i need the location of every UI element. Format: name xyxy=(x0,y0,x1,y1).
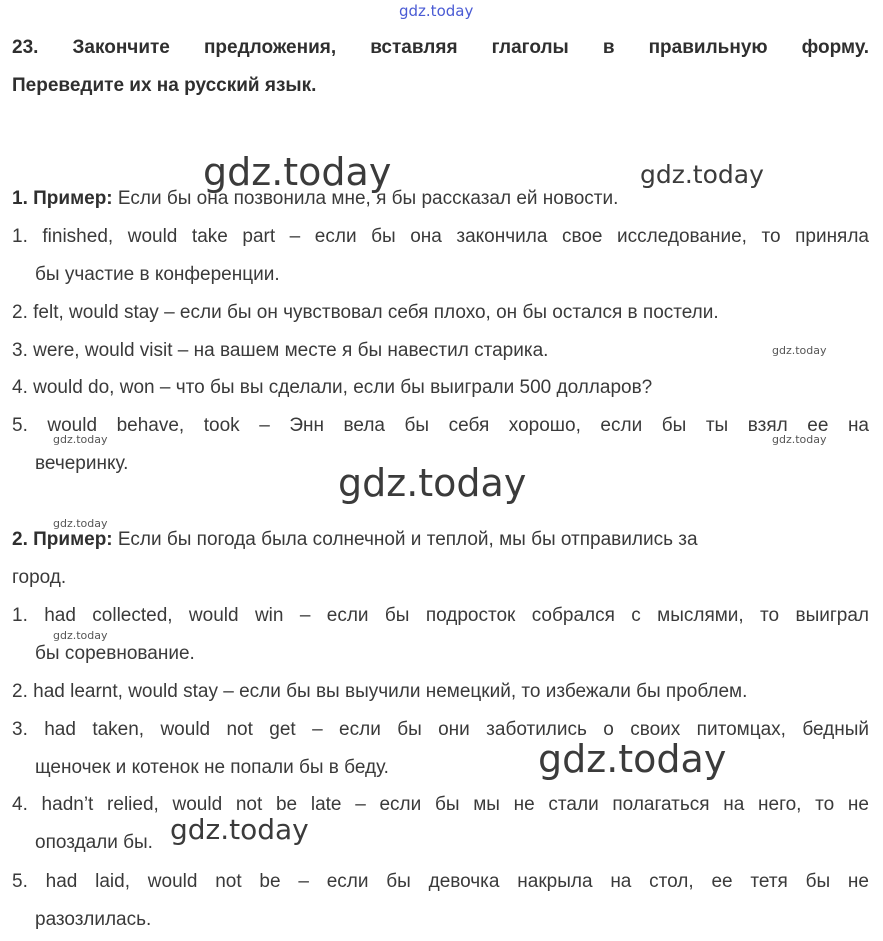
list-item: 4. would do, won – что бы вы сделали, если бы выиграли 500 долларов? xyxy=(12,377,653,398)
watermark: gdz.today xyxy=(53,433,108,446)
list-item: 5. would behave, took – Энн вела бы себя хорошо, если бы ты взял ее на xyxy=(12,415,869,436)
watermark: gdz.today xyxy=(772,433,827,446)
watermark: gdz.today xyxy=(338,461,527,505)
part1-label: 1. Пример: xyxy=(12,188,113,209)
watermark: gdz.today xyxy=(53,629,108,642)
list-item: 3. had taken, would not get – если бы они заботились о своих питомцах, бедный xyxy=(12,719,869,740)
list-item: 4. hadn’t relied, would not be late – если бы мы не стали полагаться на него, то не xyxy=(12,794,869,815)
list-item: 5. had laid, would not be – если бы девочка накрыла на стол, ее тетя бы не xyxy=(12,871,869,892)
watermark: gdz.today xyxy=(538,737,727,781)
list-item: 2. felt, would stay – если бы он чувствовал себя плохо, он бы остался в постели. xyxy=(12,302,719,323)
task-subtitle: Переведите их на русский язык. xyxy=(12,75,317,96)
watermark: gdz.today xyxy=(170,813,309,846)
watermark-top: gdz.today xyxy=(399,2,474,20)
part2-example-cont: город. xyxy=(12,567,67,588)
task-title: 23. Закончите предложения, вставляя глаголы в правильную форму. xyxy=(12,37,869,58)
list-item: 3. were, would visit – на вашем месте я бы навестил старика. xyxy=(12,340,549,361)
list-item-cont: опоздали бы. xyxy=(35,832,153,853)
list-item: 1. had collected, would win – если бы подросток собрался с мыслями, то выиграл xyxy=(12,605,869,626)
part2-example-text: Если бы погода была солнечной и теплой, мы бы отправились за xyxy=(117,529,698,550)
list-item-cont: щеночек и котенок не попали бы в беду. xyxy=(35,757,389,778)
watermark: gdz.today xyxy=(640,160,764,189)
part1-example-text: Если бы она позвонила мне, я бы рассказал ей новости. xyxy=(117,188,619,209)
list-item: 1. finished, would take part – если бы она закончила свое исследование, то приняла xyxy=(12,226,869,247)
watermark: gdz.today xyxy=(203,150,392,194)
part2-example xyxy=(12,527,869,553)
part1-example xyxy=(12,186,869,212)
list-item-cont: разозлилась. xyxy=(35,909,152,930)
list-item-cont: бы соревнование. xyxy=(35,643,195,664)
part2-label: 2. Пример: xyxy=(12,529,113,550)
list-item: 2. had learnt, would stay – если бы вы выучили немецкий, то избежали бы проблем. xyxy=(12,681,748,702)
watermark: gdz.today xyxy=(53,517,108,530)
watermark: gdz.today xyxy=(772,344,827,357)
list-item-cont: вечеринку. xyxy=(35,453,129,474)
list-item-cont: бы участие в конференции. xyxy=(35,264,280,285)
